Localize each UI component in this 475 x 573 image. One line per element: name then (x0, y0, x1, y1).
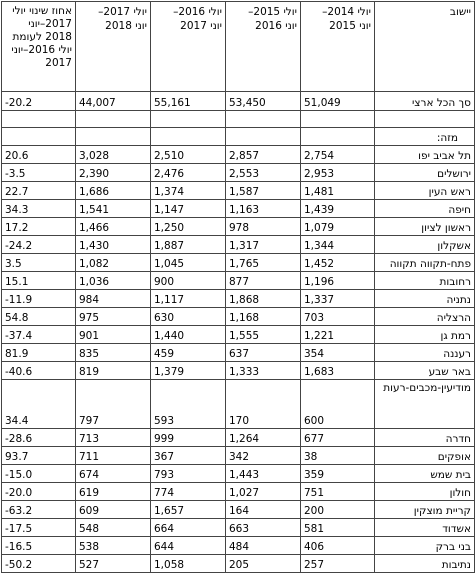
table-row (2, 326, 475, 344)
document-page (0, 1, 475, 571)
table-row (2, 182, 475, 200)
value-2015: 2,553 (226, 164, 301, 182)
value-2015: 1,333 (226, 362, 301, 380)
town-name: בני ברק (375, 537, 475, 555)
value-2014: 1,452 (301, 254, 375, 272)
value-2014: 1,079 (301, 218, 375, 236)
value-2017: 619 (76, 483, 151, 501)
table-row (2, 254, 475, 272)
value-2014: 2,953 (301, 164, 375, 182)
table-row (2, 519, 475, 537)
value-2014: 1,221 (301, 326, 375, 344)
section-label: מזה: (375, 128, 475, 146)
value-2017: 1,036 (76, 272, 151, 290)
blank-cell (301, 111, 375, 128)
change-percent: -17.5 (2, 519, 76, 537)
header-2015 (226, 2, 301, 92)
town-name: נתיבות (375, 555, 475, 573)
change-percent: -16.5 (2, 537, 76, 555)
value-2015: 637 (226, 344, 301, 362)
total-row (2, 92, 475, 111)
header-2017 (76, 2, 151, 92)
value-2014: 703 (301, 308, 375, 326)
value-2017: 835 (76, 344, 151, 362)
value-2015: 663 (226, 519, 301, 537)
value-2016: 459 (151, 344, 226, 362)
town-name: נתניה (375, 290, 475, 308)
town-name: חולון (375, 483, 475, 501)
town-name: חיפה (375, 200, 475, 218)
value-2015: 164 (226, 501, 301, 519)
value-2017: 674 (76, 465, 151, 483)
value-2016: 367 (151, 447, 226, 465)
value-2016: 664 (151, 519, 226, 537)
town-name: פתח-תקווה תקווה (375, 254, 475, 272)
table-row (2, 218, 475, 236)
value-2017: 527 (76, 555, 151, 573)
value-2017: 538 (76, 537, 151, 555)
value-2014: 1,683 (301, 362, 375, 380)
value-2015: 1,168 (226, 308, 301, 326)
town-name: אשדוד (375, 519, 475, 537)
town-name: באר שבע (375, 362, 475, 380)
blank-cell (76, 111, 151, 128)
change-percent: -63.2 (2, 501, 76, 519)
value-2017: 713 (76, 429, 151, 447)
header-2014 (301, 2, 375, 92)
value-2014: 2,754 (301, 146, 375, 164)
header-2014-text: יולי 2014– יוני 2015 (322, 6, 371, 32)
table-row (2, 537, 475, 555)
value-2016: 793 (151, 465, 226, 483)
change-percent: -28.6 (2, 429, 76, 447)
total-change: -20.2 (2, 92, 76, 111)
table-body (2, 92, 475, 573)
value-2015: 1,443 (226, 465, 301, 483)
town-name: רמת גן (375, 326, 475, 344)
blank-cell (151, 128, 226, 146)
blank-row (2, 111, 475, 128)
value-2017: 901 (76, 326, 151, 344)
total-2015: 53,450 (226, 92, 301, 111)
value-2014: 200 (301, 501, 375, 519)
header-row (2, 2, 475, 92)
value-2017: 984 (76, 290, 151, 308)
value-2017: 797 (76, 380, 151, 429)
value-2014: 1,196 (301, 272, 375, 290)
housing-starts-table (1, 1, 475, 573)
change-percent: -24.2 (2, 236, 76, 254)
value-2014: 257 (301, 555, 375, 573)
value-2014: 600 (301, 380, 375, 429)
town-name: רחובות (375, 272, 475, 290)
table-row (2, 429, 475, 447)
town-name: בית שמש (375, 465, 475, 483)
value-2016: 630 (151, 308, 226, 326)
blank-cell (301, 128, 375, 146)
table-row (2, 447, 475, 465)
value-2016: 1,117 (151, 290, 226, 308)
value-2015: 1,587 (226, 182, 301, 200)
value-2017: 819 (76, 362, 151, 380)
value-2015: 978 (226, 218, 301, 236)
total-2017: 44,007 (76, 92, 151, 111)
value-2015: 484 (226, 537, 301, 555)
value-2016: 1,045 (151, 254, 226, 272)
value-2014: 1,481 (301, 182, 375, 200)
value-2016: 1,250 (151, 218, 226, 236)
value-2015: 1,027 (226, 483, 301, 501)
town-name: קריית מוצקין (375, 501, 475, 519)
change-percent: 22.7 (2, 182, 76, 200)
value-2014: 1,344 (301, 236, 375, 254)
table-row (2, 236, 475, 254)
table-row (2, 362, 475, 380)
table-row (2, 380, 475, 429)
change-percent: -3.5 (2, 164, 76, 182)
table-row (2, 465, 475, 483)
value-2017: 3,028 (76, 146, 151, 164)
value-2017: 1,541 (76, 200, 151, 218)
change-percent: 34.4 (2, 380, 76, 429)
value-2017: 711 (76, 447, 151, 465)
table-row (2, 483, 475, 501)
header-2017-text: יולי 2017– יוני 2018 (98, 6, 147, 32)
value-2015: 1,163 (226, 200, 301, 218)
blank-cell (226, 128, 301, 146)
town-name: אופקים (375, 447, 475, 465)
town-name: תל אביב יפו (375, 146, 475, 164)
value-2016: 593 (151, 380, 226, 429)
blank-cell (2, 128, 76, 146)
value-2014: 406 (301, 537, 375, 555)
blank-cell (2, 111, 76, 128)
value-2016: 774 (151, 483, 226, 501)
table-row (2, 501, 475, 519)
change-percent: 17.2 (2, 218, 76, 236)
town-name: ראש העין (375, 182, 475, 200)
table-row (2, 344, 475, 362)
value-2017: 1,686 (76, 182, 151, 200)
value-2014: 354 (301, 344, 375, 362)
table-row (2, 146, 475, 164)
value-2016: 1,440 (151, 326, 226, 344)
value-2015: 1,317 (226, 236, 301, 254)
value-2017: 1,430 (76, 236, 151, 254)
value-2016: 1,147 (151, 200, 226, 218)
town-name: ירושלים (375, 164, 475, 182)
value-2014: 38 (301, 447, 375, 465)
value-2016: 1,887 (151, 236, 226, 254)
value-2016: 1,379 (151, 362, 226, 380)
value-2014: 359 (301, 465, 375, 483)
change-percent: -15.0 (2, 465, 76, 483)
table-row (2, 200, 475, 218)
value-2016: 1,058 (151, 555, 226, 573)
change-percent: 93.7 (2, 447, 76, 465)
blank-cell (76, 128, 151, 146)
table-row (2, 164, 475, 182)
change-percent: 3.5 (2, 254, 76, 272)
header-town: יישוב (375, 2, 475, 92)
value-2017: 1,082 (76, 254, 151, 272)
table-row (2, 290, 475, 308)
town-name: רעננה (375, 344, 475, 362)
change-percent: 34.3 (2, 200, 76, 218)
value-2015: 2,857 (226, 146, 301, 164)
value-2015: 1,555 (226, 326, 301, 344)
value-2016: 1,374 (151, 182, 226, 200)
value-2014: 1,439 (301, 200, 375, 218)
change-percent: 15.1 (2, 272, 76, 290)
value-2015: 1,264 (226, 429, 301, 447)
value-2017: 975 (76, 308, 151, 326)
value-2016: 2,476 (151, 164, 226, 182)
value-2015: 877 (226, 272, 301, 290)
value-2014: 751 (301, 483, 375, 501)
value-2015: 342 (226, 447, 301, 465)
value-2016: 999 (151, 429, 226, 447)
total-2016: 55,161 (151, 92, 226, 111)
table-row (2, 308, 475, 326)
header-2016-text: יולי 2016– יוני 2017 (173, 6, 222, 32)
value-2015: 170 (226, 380, 301, 429)
total-label: סך הכל ארצי (375, 92, 475, 111)
change-percent: 20.6 (2, 146, 76, 164)
value-2017: 548 (76, 519, 151, 537)
value-2015: 1,765 (226, 254, 301, 272)
value-2014: 581 (301, 519, 375, 537)
value-2016: 900 (151, 272, 226, 290)
town-name: הרצליה (375, 308, 475, 326)
change-percent: -11.9 (2, 290, 76, 308)
total-2014: 51,049 (301, 92, 375, 111)
value-2016: 1,657 (151, 501, 226, 519)
value-2016: 644 (151, 537, 226, 555)
change-percent: 81.9 (2, 344, 76, 362)
value-2015: 1,868 (226, 290, 301, 308)
table-row (2, 555, 475, 573)
value-2016: 2,510 (151, 146, 226, 164)
table-row (2, 272, 475, 290)
value-2017: 2,390 (76, 164, 151, 182)
value-2017: 1,466 (76, 218, 151, 236)
blank-cell (151, 111, 226, 128)
value-2014: 1,337 (301, 290, 375, 308)
section-row (2, 128, 475, 146)
blank-cell (226, 111, 301, 128)
header-change: אחוז שינוי יולי 2017–יוני 2018 לעומת יולי 2016–יוני 2017 (2, 2, 76, 92)
value-2017: 609 (76, 501, 151, 519)
header-2015-text: יולי 2015– יוני 2016 (248, 6, 297, 32)
header-2016 (151, 2, 226, 92)
blank-cell (375, 111, 475, 128)
town-name: מודיעין-מכבים-רעות (375, 380, 475, 429)
value-2015: 205 (226, 555, 301, 573)
change-percent: -20.0 (2, 483, 76, 501)
town-name: אשקלון (375, 236, 475, 254)
town-name: חדרה (375, 429, 475, 447)
change-percent: 54.8 (2, 308, 76, 326)
value-2014: 677 (301, 429, 375, 447)
town-name: ראשון לציון (375, 218, 475, 236)
change-percent: -50.2 (2, 555, 76, 573)
change-percent: -37.4 (2, 326, 76, 344)
change-percent: -40.6 (2, 362, 76, 380)
